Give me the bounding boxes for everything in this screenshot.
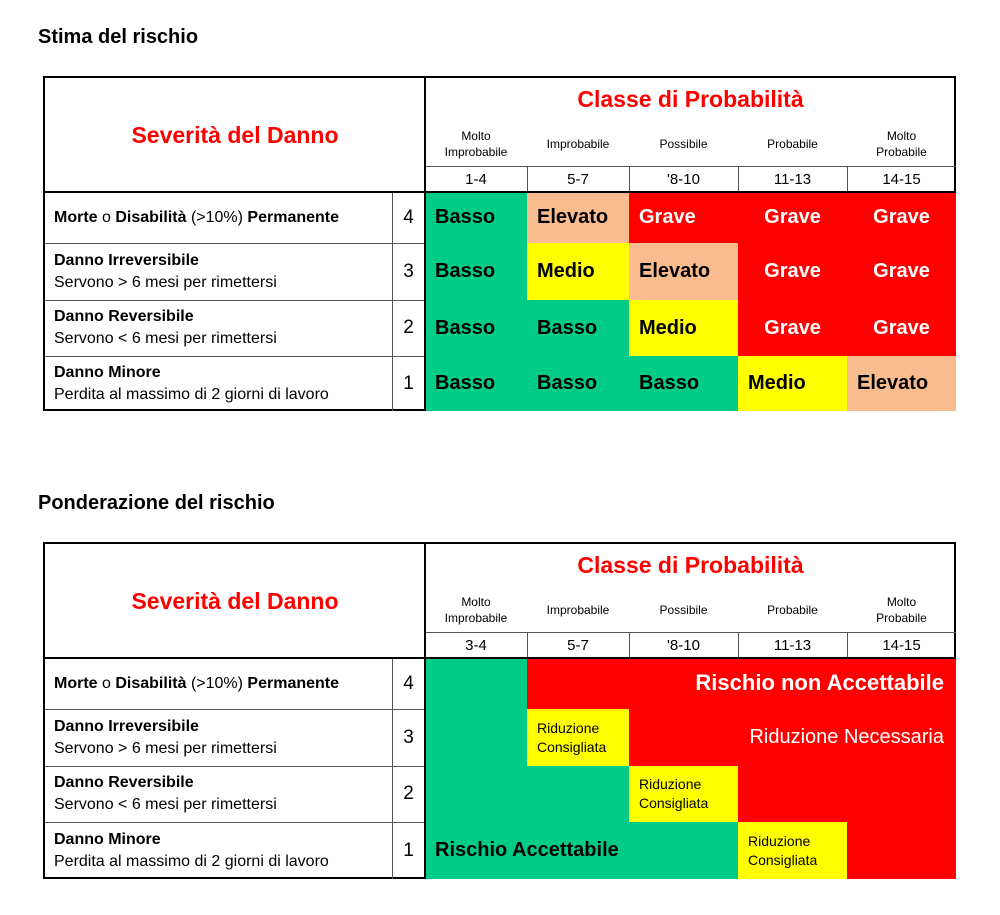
grid-line	[392, 658, 393, 879]
grid-line	[45, 766, 425, 767]
prob-range-2: 5-7	[567, 170, 589, 188]
prob-name-4: Probabile	[767, 603, 818, 617]
reduction-necessary-label: Riduzione Necessaria	[749, 726, 944, 748]
risk-cell: Elevato	[847, 356, 956, 411]
risk-cell: Medio	[629, 300, 738, 356]
divider	[424, 544, 426, 879]
risk-cell: Basso	[425, 356, 527, 411]
grid-line	[738, 166, 739, 192]
prob-name-3: Possibile	[659, 603, 708, 617]
prob-name-3: Possibile	[659, 137, 708, 151]
row-label-3: Danno Irreversibile Servono > 6 mesi per rimettersi	[54, 251, 277, 291]
risk-cell: Elevato	[527, 192, 629, 243]
prob-range-4: 11-13	[773, 636, 812, 654]
section-title-estimate: Stima del rischio	[38, 26, 199, 48]
grid-line	[45, 709, 425, 710]
section-title-weighting: Ponderazione del rischio	[38, 492, 275, 514]
grid-line	[527, 166, 528, 192]
prob-name-5: Molto Probabile	[876, 129, 927, 159]
not-acceptable-label: Rischio non Accettabile	[695, 670, 944, 695]
row-label-4: Morte o Disabilità (>10%) Permanente	[54, 674, 340, 692]
zone-acceptable	[629, 822, 738, 879]
risk-estimate-matrix	[43, 76, 956, 411]
prob-name-4: Probabile	[767, 137, 818, 151]
prob-range-1: 1-4	[465, 170, 487, 188]
grid-line	[847, 632, 848, 658]
grid-line	[45, 356, 425, 357]
risk-cell: Grave	[847, 300, 956, 356]
prob-name-5: Molto Probabile	[876, 595, 927, 625]
prob-range-5: 14-15	[882, 170, 921, 188]
prob-name-1: Molto Improbabile	[444, 595, 508, 625]
risk-cell: Grave	[629, 192, 738, 243]
risk-cell: Basso	[425, 192, 527, 243]
prob-range-5: 14-15	[882, 636, 921, 654]
row-label-1: Danno Minore Perdita al massimo di 2 giorni di lavoro	[54, 363, 329, 403]
risk-cell: Grave	[738, 192, 847, 243]
grid-line	[629, 166, 630, 192]
row-label-2: Danno Reversibile Servono < 6 mesi per rimettersi	[54, 308, 277, 347]
grid-line	[847, 166, 848, 192]
risk-weighting-matrix	[43, 542, 956, 879]
grid-line	[738, 632, 739, 658]
divider	[45, 191, 956, 193]
row-num-1: 1	[403, 372, 414, 394]
risk-cell: Basso	[527, 300, 629, 356]
row-num-2: 2	[403, 317, 414, 338]
probability-title: Classe di Probabilità	[577, 86, 804, 112]
grid-line	[45, 300, 425, 301]
grid-line	[527, 632, 528, 658]
row-label-1: Danno Minore Perdita al massimo di 2 giorni di lavoro	[54, 830, 329, 870]
risk-cell: Basso	[425, 243, 527, 300]
risk-cell: Basso	[425, 300, 527, 356]
reduction-advised-cell: Riduzione Consigliata	[629, 766, 738, 822]
reduction-advised-cell: Riduzione Consigliata	[738, 822, 847, 879]
grid-line	[629, 632, 630, 658]
risk-cell: Grave	[847, 243, 956, 300]
grid-line	[392, 192, 393, 411]
risk-cell: Medio	[738, 356, 847, 411]
grid-line	[45, 243, 425, 244]
prob-name-2: Improbabile	[546, 137, 610, 151]
risk-cell: Basso	[527, 356, 629, 411]
grid-line	[425, 166, 956, 167]
row-num-1: 1	[403, 839, 414, 861]
severity-title: Severità del Danno	[131, 121, 339, 148]
prob-range-3: '8-10	[667, 170, 700, 188]
risk-cell: Grave	[847, 192, 956, 243]
prob-name-2: Improbabile	[546, 603, 610, 617]
row-num-3: 3	[403, 260, 414, 282]
row-num-3: 3	[403, 726, 414, 748]
divider	[45, 657, 956, 659]
row-num-2: 2	[403, 783, 414, 804]
prob-range-3: '8-10	[667, 636, 700, 654]
row-num-4: 4	[403, 672, 414, 694]
grid-line	[425, 632, 956, 633]
risk-cell: Basso	[629, 356, 738, 411]
row-label-2: Danno Reversibile Servono < 6 mesi per rimettersi	[54, 774, 277, 813]
risk-cell: Medio	[527, 243, 629, 300]
prob-range-4: 11-13	[773, 170, 812, 188]
row-label-4: Morte o Disabilità (>10%) Permanente	[54, 208, 340, 226]
acceptable-label: Rischio Accettabile	[435, 839, 619, 861]
grid-line	[45, 822, 425, 823]
risk-cell: Elevato	[629, 243, 738, 300]
row-label-3: Danno Irreversibile Servono > 6 mesi per rimettersi	[54, 717, 277, 757]
risk-cell: Grave	[738, 300, 847, 356]
prob-name-1: Molto Improbabile	[444, 129, 508, 159]
risk-cell: Grave	[738, 243, 847, 300]
prob-range-1: 3-4	[465, 636, 487, 654]
severity-title: Severità del Danno	[131, 587, 339, 614]
divider	[424, 78, 426, 411]
probability-title: Classe di Probabilità	[577, 552, 804, 578]
prob-range-2: 5-7	[567, 636, 589, 654]
row-num-4: 4	[403, 206, 414, 228]
reduction-advised-cell: Riduzione Consigliata	[527, 709, 629, 766]
zone-acceptable	[527, 766, 629, 879]
